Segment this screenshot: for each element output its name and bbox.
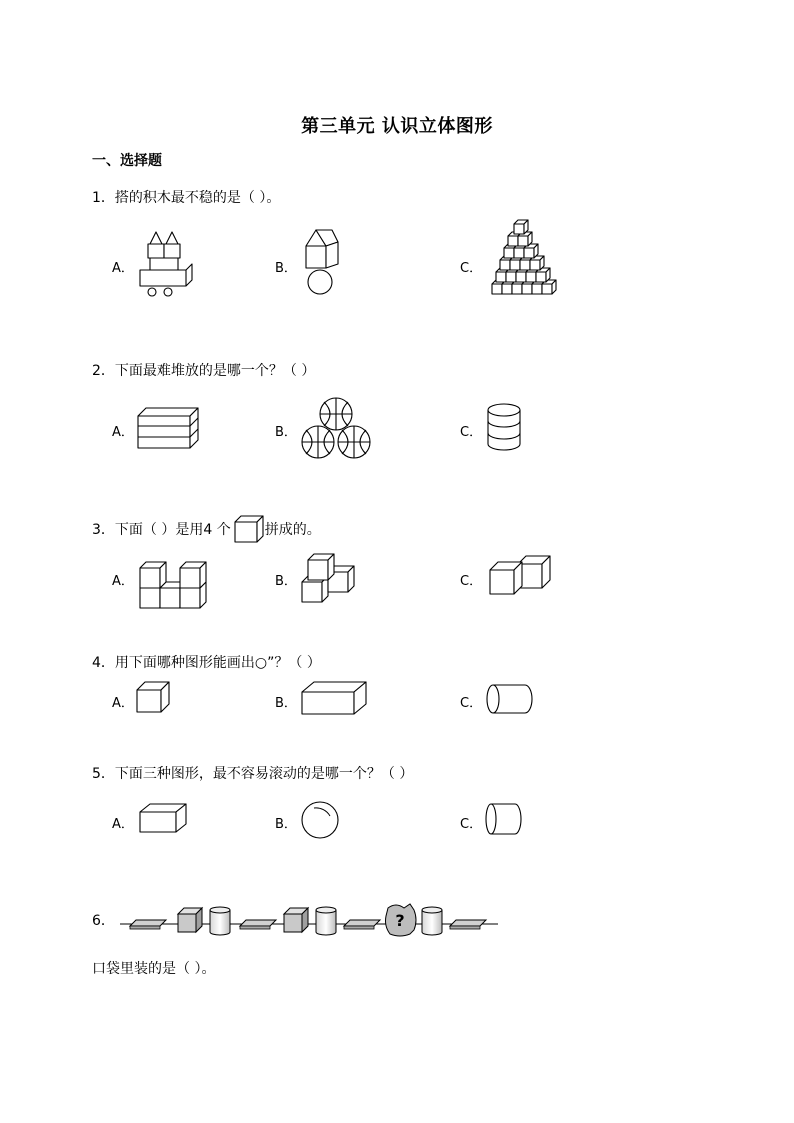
page-title: 第三单元 认识立体图形 <box>301 116 493 137</box>
section-heading: 一、选择题 <box>92 153 162 169</box>
block-pyramid-figure <box>488 220 560 296</box>
shape-sequence-figure <box>118 896 500 940</box>
q3-option-a-label[interactable]: A． <box>112 574 134 589</box>
question-1-stem: 1．搭的积木最不稳的是（ ）。 <box>92 190 281 206</box>
q2-option-b-label[interactable]: B． <box>275 425 297 440</box>
question-3-stem <box>92 516 321 544</box>
stacked-boxes-figure <box>136 404 202 452</box>
q2-option-a-label[interactable]: A． <box>112 425 134 440</box>
question-2-stem: 2．下面最难堆放的是哪一个？（ ） <box>92 363 316 379</box>
q1-option-a-label[interactable]: A． <box>112 261 134 276</box>
question-6-number: 6． <box>92 913 115 929</box>
sphere-figure <box>300 800 340 840</box>
cylinder-lying-figure <box>485 683 535 715</box>
stacked-discs-figure <box>486 402 522 452</box>
q3-option-c-label[interactable]: C． <box>460 574 483 589</box>
q5-option-a-label[interactable]: A． <box>112 817 134 832</box>
q2-option-c-label[interactable]: C． <box>460 425 483 440</box>
cylinder-side-figure <box>485 801 525 837</box>
q3-option-b-label[interactable]: B． <box>275 574 297 589</box>
question-5-stem: 5．下面三种图形，最不容易滚动的是哪一个？（ ） <box>92 766 414 782</box>
question-6-stem: 口袋里装的是（ ）。 <box>92 961 216 977</box>
q5-option-c-label[interactable]: C． <box>460 817 483 832</box>
q4-option-b-label[interactable]: B． <box>275 696 297 711</box>
cubes-arrangement-a <box>138 552 210 602</box>
q1-option-b-label[interactable]: B． <box>275 261 297 276</box>
question-4-stem: 4．用下面哪种图形能画出○”？（ ） <box>92 655 321 671</box>
q3-stem-part1: 3．下面（ ）是用4 个 <box>92 522 231 538</box>
cuboid-figure <box>300 680 368 716</box>
cubes-arrangement-b <box>300 548 364 604</box>
cube-figure <box>135 680 173 716</box>
q4-option-a-label[interactable]: A． <box>112 696 134 711</box>
cubes-arrangement-c <box>486 556 558 598</box>
bag-figure <box>386 904 417 936</box>
bag-question-mark: ? <box>395 911 405 930</box>
q4-option-c-label[interactable]: C． <box>460 696 483 711</box>
cube-icon <box>233 516 263 544</box>
blocks-on-ball-figure <box>302 226 342 298</box>
q3-stem-part2: 拼成的。 <box>264 522 321 538</box>
basketballs-figure <box>300 396 372 462</box>
cuboid-small-figure <box>138 802 188 834</box>
blocks-car-figure <box>136 226 196 302</box>
q1-option-c-label[interactable]: C． <box>460 261 483 276</box>
q5-option-b-label[interactable]: B． <box>275 817 297 832</box>
